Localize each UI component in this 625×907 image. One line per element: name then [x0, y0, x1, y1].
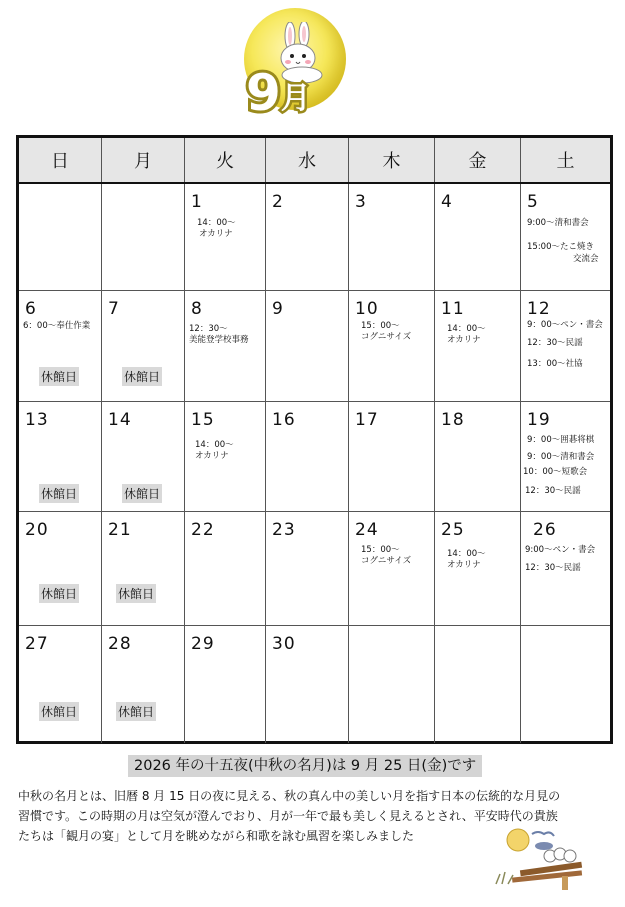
moon-viewing-scene-icon — [492, 826, 592, 894]
closed-label: 休館日 — [116, 702, 156, 721]
event-text: コグニサイズ — [361, 332, 412, 342]
day-cell — [185, 291, 266, 402]
day-cell — [521, 512, 610, 626]
day-number: 18 — [441, 410, 465, 430]
event-text: オカリナ — [195, 451, 229, 461]
weekday-tue: 火 — [185, 138, 266, 182]
closed-label: 休館日 — [122, 484, 162, 503]
event-text: 9：00～清和書会 — [527, 452, 595, 462]
closed-label: 休館日 — [39, 484, 79, 503]
day-cell — [185, 512, 266, 626]
day-number: 14 — [108, 410, 132, 430]
day-number: 13 — [25, 410, 49, 430]
day-number: 9 — [272, 299, 284, 319]
day-cell — [19, 626, 102, 743]
day-cell — [349, 291, 435, 402]
event-text: 12：30～ — [189, 324, 228, 334]
event-text: コグニサイズ — [361, 556, 412, 566]
weekday-mon: 月 — [102, 138, 185, 182]
day-cell — [435, 291, 521, 402]
month-title — [246, 64, 342, 122]
day-cell — [19, 291, 102, 402]
day-number: 3 — [355, 192, 367, 212]
event-text: 9:00～清和書会 — [527, 218, 589, 228]
day-cell — [435, 184, 521, 291]
day-number: 28 — [108, 634, 132, 654]
event-text: オカリナ — [199, 229, 233, 239]
day-cell — [266, 291, 349, 402]
event-text: 9：00～囲碁将棋 — [527, 435, 595, 445]
event-text: 10：00～短歌会 — [523, 467, 588, 477]
closed-label: 休館日 — [39, 702, 79, 721]
day-cell — [521, 402, 610, 512]
event-text: 美能登学校事務 — [189, 335, 249, 345]
event-text: 14：00～ — [197, 218, 236, 228]
day-number: 5 — [527, 192, 539, 212]
harvest-moon-highlight: 2026 年の十五夜(中秋の名月)は 9 月 25 日(金)です — [128, 755, 482, 777]
day-cell — [102, 512, 185, 626]
day-cell — [266, 402, 349, 512]
day-cell — [349, 402, 435, 512]
description-line: 習慣です。この時期の月は空気が澄んでおり、月が一年で最も美しく見えるとされ、平安時代の貴族 — [18, 809, 558, 823]
closed-label: 休館日 — [39, 584, 79, 603]
day-cell — [19, 184, 102, 291]
day-number: 15 — [191, 410, 215, 430]
day-cell — [102, 626, 185, 743]
event-text: 15:00～たこ焼き — [527, 242, 594, 252]
day-cell — [19, 512, 102, 626]
event-text: オカリナ — [447, 335, 481, 345]
day-number: 20 — [25, 520, 49, 540]
event-text: 14：00～ — [447, 549, 486, 559]
day-cell — [349, 512, 435, 626]
calendar-table — [16, 135, 613, 744]
weekday-fri: 金 — [435, 138, 521, 182]
event-text: 交流会 — [573, 254, 599, 264]
event-text: 14：00～ — [195, 440, 234, 450]
description-line: たちは「観月の宴」として月を眺めながら和歌を詠む風習を楽しみました — [18, 829, 415, 843]
day-cell — [521, 626, 610, 743]
event-text: 15：00～ — [361, 545, 400, 555]
day-number: 12 — [527, 299, 551, 319]
event-text: 12：30～民謡 — [525, 486, 581, 496]
day-number: 26 — [533, 520, 557, 540]
weekday-sat: 土 — [556, 151, 575, 172]
day-number: 25 — [441, 520, 465, 540]
closed-label: 休館日 — [116, 584, 156, 603]
day-cell — [19, 402, 102, 512]
day-number: 24 — [355, 520, 379, 540]
day-cell — [185, 402, 266, 512]
day-number: 30 — [272, 634, 296, 654]
weekday-thu: 木 — [349, 138, 435, 182]
weekday-wed: 水 — [266, 138, 349, 182]
day-cell — [435, 512, 521, 626]
event-text: 9：00～ペン・書会 — [527, 320, 603, 330]
event-text: 9:00～ペン・書会 — [525, 545, 596, 555]
day-number: 17 — [355, 410, 379, 430]
day-number: 8 — [191, 299, 203, 319]
day-cell — [102, 291, 185, 402]
day-number: 2 — [272, 192, 284, 212]
event-text: 12：30～民謡 — [527, 338, 583, 348]
weekday-header-row — [19, 138, 610, 184]
event-text: オカリナ — [447, 560, 481, 570]
day-number: 4 — [441, 192, 453, 212]
event-text: 15：00～ — [361, 321, 400, 331]
day-cell — [266, 184, 349, 291]
closed-label: 休館日 — [122, 367, 162, 386]
calendar-body — [19, 184, 610, 743]
day-cell — [266, 512, 349, 626]
day-cell — [102, 184, 185, 291]
day-number: 27 — [25, 634, 49, 654]
day-number: 29 — [191, 634, 215, 654]
day-cell — [349, 626, 435, 743]
description-line: 中秋の名月とは、旧暦 8 月 15 日の夜に見える、秋の真ん中の美しい月を指す日本の伝統的な月見の — [18, 789, 561, 803]
event-text: 13：00～社協 — [527, 359, 583, 369]
day-number: 19 — [527, 410, 551, 430]
day-number: 7 — [108, 299, 120, 319]
day-number: 23 — [272, 520, 296, 540]
day-cell — [521, 184, 610, 291]
month-suffix: 月 — [280, 81, 311, 116]
day-cell — [435, 626, 521, 743]
day-cell — [266, 626, 349, 743]
weekday-sun: 日 — [19, 138, 102, 182]
day-number: 21 — [108, 520, 132, 540]
day-number: 16 — [272, 410, 296, 430]
event-text: 6：00～奉仕作業 — [23, 321, 91, 331]
day-cell — [521, 291, 610, 402]
day-cell — [102, 402, 185, 512]
day-cell — [349, 184, 435, 291]
event-text: 14：00～ — [447, 324, 486, 334]
day-number: 6 — [25, 299, 37, 319]
day-number: 22 — [191, 520, 215, 540]
day-number: 10 — [355, 299, 379, 319]
day-cell — [185, 626, 266, 743]
day-cell — [185, 184, 266, 291]
event-text: 12：30～民謡 — [525, 563, 581, 573]
closed-label: 休館日 — [39, 367, 79, 386]
month-number: 9 — [246, 64, 279, 122]
day-cell — [435, 402, 521, 512]
day-number: 1 — [191, 192, 203, 212]
day-number: 11 — [441, 299, 465, 319]
